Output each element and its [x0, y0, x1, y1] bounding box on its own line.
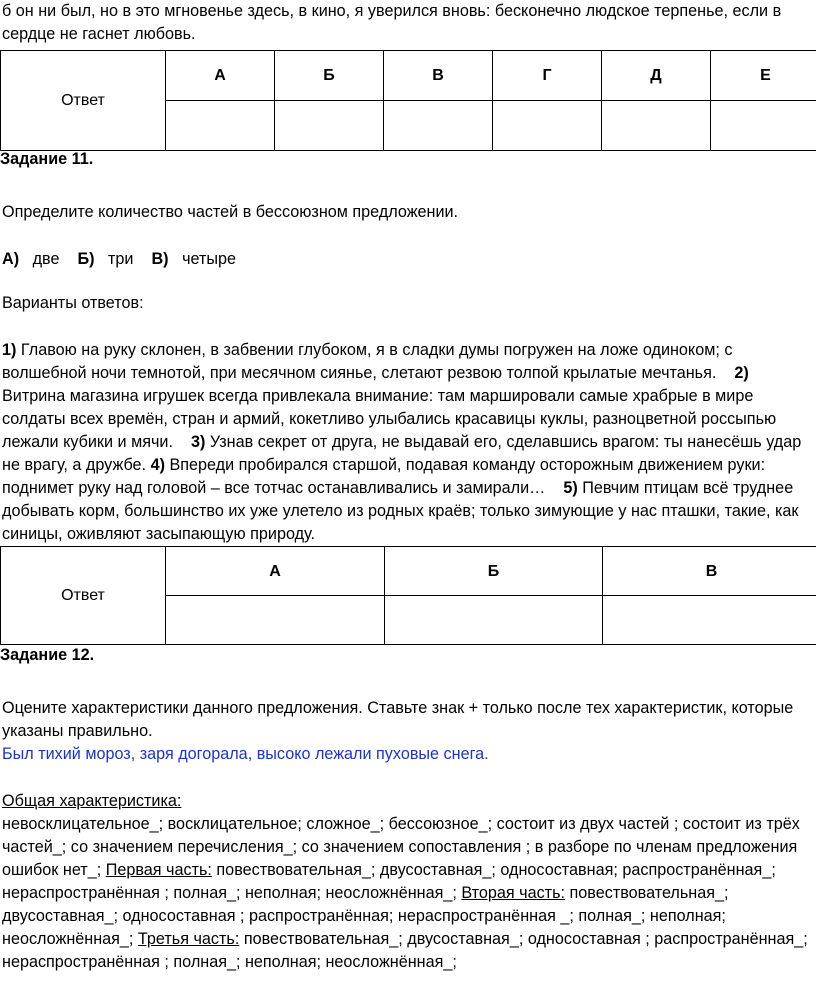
table-2-header-b: Б: [385, 547, 603, 596]
task-12-sentence: [0, 743, 816, 766]
answer-cell[interactable]: [385, 596, 603, 645]
sentence-part: заря догорала: [139, 745, 248, 763]
sentence-text: Узнав секрет от друга, не выдавай его, сделавшись врагом: ты нанесёшь удар не врагу, а дружбе.: [2, 433, 802, 474]
answer-cell[interactable]: [493, 101, 602, 151]
answer-cell[interactable]: [384, 101, 493, 151]
sentence-text: Витрина магазина игрушек всегда привлекала внимание: там маршировали самые храбрые в мире солдаты всех времён, стран и армий, кокетливо улыбались красавицы куклы, разноцветной россыпью лежали кубики и мячи.: [2, 387, 777, 451]
table-1-header-b: Б: [275, 51, 384, 101]
sentence-text: Главою на руку склонен, в забвении глубоком, я в сладки думы погружен на ложе одиноком; с волшебной ночи темнотой, при месячном сиянье, слетают резвою толпой крылатые мечтанья.: [2, 341, 733, 382]
answer-table-2-label: Ответ: [1, 547, 166, 645]
table-1-header-a: А: [166, 51, 275, 101]
intro-line-1: б он ни был, но в это мгновенье здесь, в кино, я уверился вновь: бесконечно людское терпенье, если в: [2, 2, 782, 20]
general-characteristic-text: невосклицательное_; восклицательное; сложное_; бессоюзное_; состоит из двух частей ; состоит из трёх частей_; со значением перечисления_; со значением сопоставления ; в разборе по членам предложения ошибок нет_;: [2, 815, 800, 879]
task-11: [0, 148, 816, 546]
option-letter: В): [151, 250, 169, 268]
answer-table-1: [0, 50, 816, 151]
sentence-part: ,: [247, 745, 257, 763]
option-text: четыре: [182, 250, 237, 268]
task-12-question: Оцените характеристики данного предложения. Ставьте знак + только после тех характеристик, которые указаны правильно.: [2, 699, 794, 740]
sentence-number: 4): [150, 456, 165, 474]
task-11-sentences: [0, 339, 814, 546]
table-2-header-a: А: [166, 547, 385, 596]
sentence-number: 1): [2, 341, 17, 359]
task-12: [0, 644, 816, 974]
sentence-part: .: [484, 745, 489, 763]
task-11-title: Задание 11.: [0, 150, 94, 168]
option-letter: Б): [77, 250, 95, 268]
part-1-text: повествовательная_; двусоставная_; односоставная; распространённая_; нераспространённая ; полная_; неполная; неосложнённая_;: [2, 861, 776, 902]
sentence-number: 3): [190, 433, 206, 451]
answer-cell[interactable]: [275, 101, 384, 151]
answer-cell[interactable]: [166, 101, 275, 151]
table-1-header-d: Д: [602, 51, 711, 101]
intro-line-2: сердце не гаснет любовь.: [2, 25, 196, 43]
task-12-title: Задание 12.: [0, 646, 95, 664]
sentence-number: 5): [563, 479, 578, 497]
answer-cell[interactable]: [603, 596, 816, 645]
sentence-text: Певчим птицам всё труднее добывать корм, большинство их уже улетело из родных краёв; только зимующие у нас пташки, такие, как синицы, оживляют засыпающую природу.: [2, 479, 799, 543]
variants-label: Варианты ответов:: [2, 294, 144, 312]
answer-cell[interactable]: [166, 596, 385, 645]
sentence-number: 2): [734, 364, 749, 382]
part-2-label: Вторая часть:: [461, 884, 566, 902]
answer-table-1-label: Ответ: [1, 51, 166, 151]
sentence-part: Был тихий мороз: [2, 745, 131, 763]
part-3-label: Третья часть:: [137, 930, 240, 948]
sentence-part: ,: [130, 745, 140, 763]
option-text: три: [108, 250, 134, 268]
sentence-part: высоко лежали пуховые снега: [256, 745, 485, 763]
answer-cell[interactable]: [602, 101, 711, 151]
table-1-header-g: Г: [493, 51, 602, 101]
answer-table-2: [0, 546, 816, 645]
answer-cell[interactable]: [711, 101, 816, 151]
part-2-text: повествовательная_; двусоставная_; односоставная ; распространённая; нераспространённая _; полная_; неполная; неосложнённая_;: [2, 884, 729, 948]
intro-paragraph: [0, 0, 816, 46]
part-1-label: Первая часть:: [105, 861, 212, 879]
table-2-header-v: В: [603, 547, 816, 596]
option-letter: А): [2, 250, 20, 268]
sentence-text: Впереди пробирался старшой, подавая команду осторожным движением руки: поднимет руку над головой – все тотчас останавливались и замирали…: [2, 456, 766, 497]
task-11-options: [0, 248, 816, 271]
option-text: две: [32, 250, 60, 268]
table-1-header-e: Е: [711, 51, 816, 101]
part-3-text: повествовательная_; двусоставная_; односоставная ; распространённая_; нераспространённая ; полная_; неполная; неосложнённая_;: [2, 930, 808, 971]
characteristics-text: [0, 813, 814, 974]
table-1-header-v: В: [384, 51, 493, 101]
general-characteristic-label: Общая характеристика:: [2, 792, 182, 810]
task-11-question: Определите количество частей в бессоюзном предложении.: [2, 203, 459, 221]
